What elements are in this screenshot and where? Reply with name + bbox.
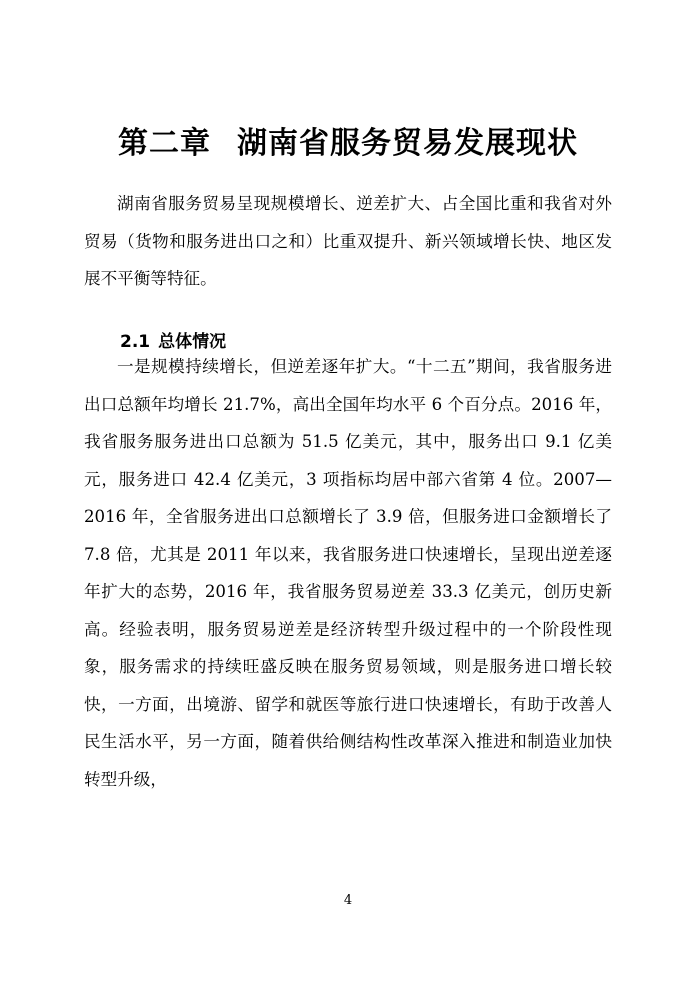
chapter-title-text: 湖南省服务贸易发展现状	[237, 126, 578, 162]
section-number: 2.1	[120, 332, 151, 353]
page-number: 4	[343, 893, 353, 908]
section-title: 总体情况	[158, 332, 227, 353]
section-paragraph: 一是规模持续增长，但逆差逐年扩大。“十二五”期间，我省服务进出口总额年均增长 21.7%，高出全国年均水平 6 个百分点。2016 年，我省服务服务进出口总额为 51.5 亿美元，其中，服务出口 9.1 亿美元，服务进口 42.4 亿美元，3 项指标均居中部六省第 4 位。2007—2016 年，全省服务进出口总额增长了 3.9 倍，但服务进口金额增长了 7.8 倍，尤其是 2011 年以来，我省服务进口快速增长，呈现出逆差逐年扩大的态势，2016 年，我省服务贸易逆差 33.3 亿美元，创历史新高。经验表明，服务贸易逆差是经济转型升级过程中的一个阶段性现象，服务需求的持续旺盛反映在服务贸易领域，则是服务进口增长较快，一方面，出境游、留学和就医等旅行进口快速增长，有助于改善人民生活水平，另一方面，随着供给侧结构性改革深入推进和制造业加快转型升级，	[84, 357, 612, 789]
intro-paragraph: 湖南省服务贸易呈现规模增长、逆差扩大、占全国比重和我省对外贸易（货物和服务进出口之和）比重双提升、新兴领域增长快、地区发展不平衡等特征。	[84, 194, 612, 288]
chapter-number: 第二章	[118, 126, 211, 162]
chapter-title	[0, 122, 696, 166]
